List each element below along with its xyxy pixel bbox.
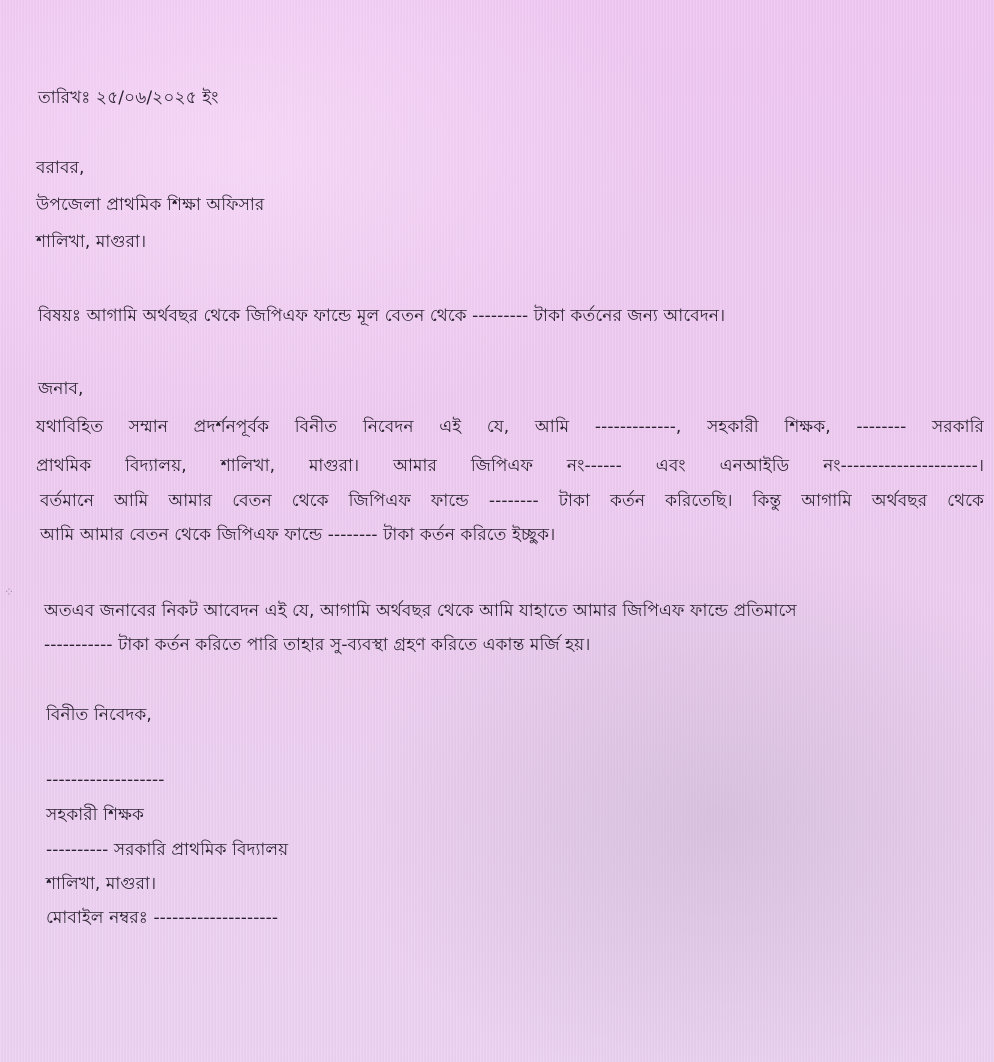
signature-designation: সহকারী শিক্ষক — [46, 805, 144, 825]
recipient-address: শালিখা, মাগুরা। — [36, 232, 147, 252]
request-line-2: ----------- টাকা কর্তন করিতে পারি তাহার সু-ব্যবস্থা গ্রহণ করিতে একান্ত মর্জি হয়। — [44, 635, 591, 655]
recipient-designation: উপজেলা প্রাথমিক শিক্ষা অফিসার — [36, 195, 265, 215]
body-line-2: প্রাথমিক বিদ্যালয়, শালিখা, মাগুরা। আমার জিপিএফ নং------ এবং এনআইডি নং----------------------। — [36, 456, 984, 476]
signature-mobile: মোবাইল নম্বরঃ -------------------- — [46, 908, 279, 928]
recipient-salutation: বরাবর, — [36, 158, 85, 178]
date-line: তারিখঃ ২৫/০৬/২০২৫ ইং — [38, 88, 219, 108]
scan-smudge: ⁘ — [4, 585, 15, 599]
signature-school: ---------- সরকারি প্রাথমিক বিদ্যালয় — [46, 840, 289, 860]
body-line-3: বর্তমানে আমি আমার বেতন থেকে জিপিএফ ফান্ডে -------- টাকা কর্তন করিতেছি। কিন্তু আগামি অর্থবছর থেকে — [40, 491, 984, 511]
request-line-1: অতএব জনাবের নিকট আবেদন এই যে, আগামি অর্থবছর থেকে আমি যাহাতে আমার জিপিএফ ফান্ডে প্রতিমাসে — [44, 601, 797, 621]
subject-line: বিষয়ঃ আগামি অর্থবছর থেকে জিপিএফ ফান্ডে মূল বেতন থেকে --------- টাকা কর্তনের জন্য আবেদন। — [38, 306, 726, 326]
body-line-1: যথাবিহিত সম্মান প্রদর্শনপূর্বক বিনীত নিবেদন এই যে, আমি -------------, সহকারী শিক্ষক, -------- সরকারি — [36, 417, 984, 437]
signature-line: ------------------- — [46, 770, 165, 790]
closing: বিনীত নিবেদক, — [46, 705, 152, 725]
signature-address: শালিখা, মাগুরা। — [46, 874, 157, 894]
body-line-4: আমি আমার বেতন থেকে জিপিএফ ফান্ডে -------- টাকা কর্তন করিতে ইচ্ছুক। — [40, 525, 556, 545]
greeting: জনাব, — [38, 379, 84, 399]
